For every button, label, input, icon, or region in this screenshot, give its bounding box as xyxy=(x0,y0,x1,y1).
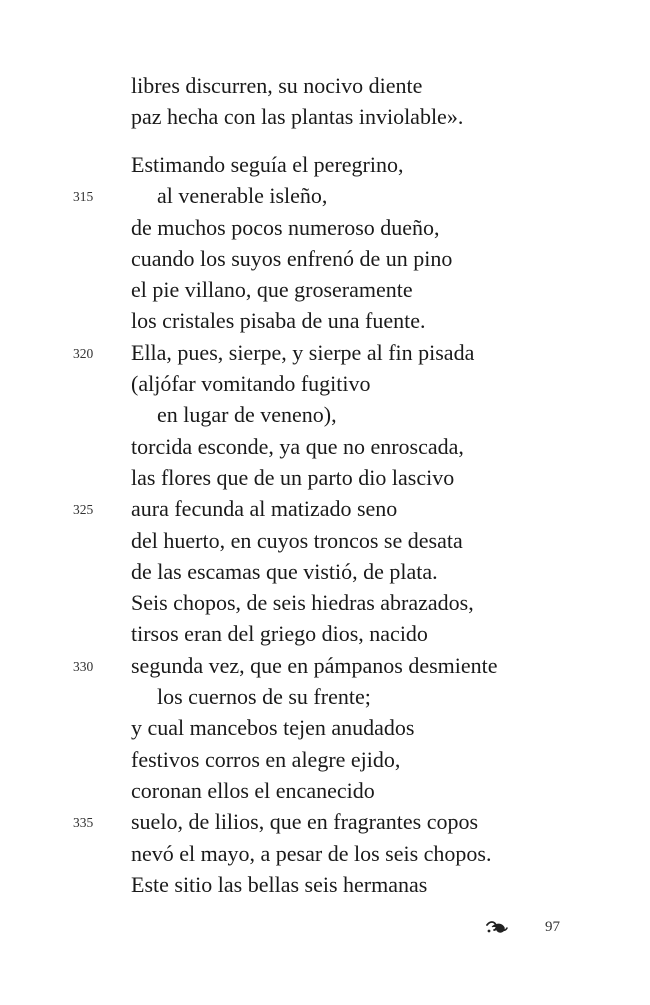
verse-text: de muchos pocos numeroso dueño, xyxy=(131,214,440,240)
verse-text: del huerto, en cuyos troncos se desata xyxy=(131,527,463,553)
stanza xyxy=(0,70,650,133)
verse-line xyxy=(0,806,650,837)
verse-line xyxy=(0,180,650,211)
verse-text: aura fecunda al matizado seno xyxy=(131,496,398,522)
verse-line xyxy=(0,462,650,493)
verse-text: cuando los suyos enfrenó de un pino xyxy=(131,245,453,271)
verse-line xyxy=(0,431,650,462)
verse-text: libres discurren, su nocivo diente xyxy=(131,73,423,98)
line-number: 325 xyxy=(73,502,94,518)
verse-text: Este sitio las bellas seis hermanas xyxy=(131,871,428,897)
verse-text: los cristales pisaba de una fuente. xyxy=(131,308,426,334)
verse-text: Estimando seguía el peregrino, xyxy=(131,152,404,177)
verse-text: coronan ellos el encanecido xyxy=(131,777,375,803)
fleuron-icon xyxy=(486,918,508,938)
verse-text: festivos corros en alegre ejido, xyxy=(131,746,401,772)
verse-text: suelo, de lilios, que en fragrantes copos xyxy=(131,809,479,835)
verse-text: el pie villano, que groseramente xyxy=(131,277,413,303)
verse-text: paz hecha con las plantas inviolable». xyxy=(131,104,464,130)
verse-text: al venerable isleño, xyxy=(157,183,328,209)
verse-line xyxy=(0,744,650,775)
page-number: 97 xyxy=(545,919,560,935)
verse-line xyxy=(0,149,650,180)
verse-line xyxy=(0,337,650,368)
verse-line xyxy=(0,399,650,430)
line-number: 315 xyxy=(73,189,94,205)
page-footer xyxy=(0,918,650,942)
stanza xyxy=(0,149,650,900)
verse-line xyxy=(0,712,650,743)
verse-text: y cual mancebos tejen anudados xyxy=(131,715,415,741)
verse-text: de las escamas que vistió, de plata. xyxy=(131,558,438,584)
verse-text: los cuernos de su frente; xyxy=(157,684,371,710)
verse-line xyxy=(0,274,650,305)
verse-text: (aljófar vomitando fugitivo xyxy=(131,371,371,397)
verse-line xyxy=(0,212,650,243)
verse-line xyxy=(0,70,650,101)
verse-line xyxy=(0,650,650,681)
verse-text: Seis chopos, de seis hiedras abrazados, xyxy=(131,590,474,616)
line-number: 335 xyxy=(73,815,94,831)
verse-text: nevó el mayo, a pesar de los seis chopos. xyxy=(131,840,492,866)
verse-text: las flores que de un parto dio lascivo xyxy=(131,464,455,490)
verse-line xyxy=(0,775,650,806)
verse-text: en lugar de veneno), xyxy=(157,402,337,428)
verse-text: Ella, pues, sierpe, y sierpe al fin pisada xyxy=(131,339,475,365)
verse-text: segunda vez, que en pámpanos desmiente xyxy=(131,652,498,678)
verse-line xyxy=(0,869,650,900)
verse-line xyxy=(0,587,650,618)
verse-line xyxy=(0,838,650,869)
verse-line xyxy=(0,493,650,524)
verse-line xyxy=(0,101,650,132)
verse-line xyxy=(0,556,650,587)
verse-text: tirsos eran del griego dios, nacido xyxy=(131,621,428,647)
verse-text: torcida esconde, ya que no enroscada, xyxy=(131,433,464,459)
line-number: 320 xyxy=(73,345,94,361)
verse-line xyxy=(0,368,650,399)
verse-line xyxy=(0,525,650,556)
line-number: 330 xyxy=(73,658,94,674)
verse-line xyxy=(0,305,650,336)
verse-line xyxy=(0,618,650,649)
verse-line xyxy=(0,243,650,274)
verse-line xyxy=(0,681,650,712)
